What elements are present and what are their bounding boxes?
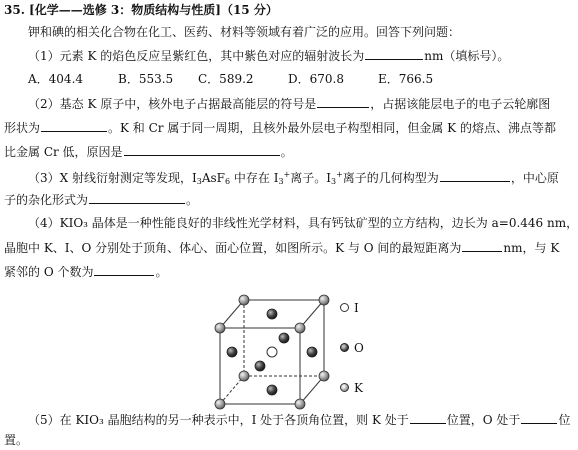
q2-blank-2[interactable] xyxy=(41,119,107,132)
k-atom-icon xyxy=(340,383,349,392)
q2-line2-text-a: 形状为 xyxy=(4,121,41,135)
q4-line-1: （4）KIO₃ 晶体是一种性能良好的非线性光学材料，具有钙钛矿型的立方结构，边长为 a=0.446 nm， xyxy=(28,216,578,230)
cell-edge xyxy=(220,300,244,328)
q3-line2-text-a: 子的杂化形式为 xyxy=(4,193,89,207)
q2-line-3 xyxy=(4,143,293,160)
o-atom-icon xyxy=(340,343,349,352)
o-atom xyxy=(267,385,277,395)
q2-line3-text-a: 比金属 Cr 低，原因是 xyxy=(4,145,123,159)
q2-line1-text-b: ，占据该能层电子的电子云轮廓图 xyxy=(370,97,551,111)
q4-line3-text-b: 。 xyxy=(155,265,168,279)
q5-text-a: （5）在 KIO₃ 晶胞结构的另一种表示中，I 处于各顶角位置，则 K 处于 xyxy=(28,413,409,427)
q2-blank-1[interactable] xyxy=(317,95,369,108)
k-atom xyxy=(239,371,249,381)
q4-line2-text-b: nm，与 K xyxy=(503,241,560,255)
q1-blank[interactable] xyxy=(365,47,423,60)
q3-text-e: 离子的几何构型为 xyxy=(342,171,439,185)
q5-line-1 xyxy=(28,411,570,428)
q2-line1-text-a: （2）基态 K 原子中，核外电子占据最高能层的符号是 xyxy=(28,97,317,111)
q2-line-1 xyxy=(28,95,550,112)
q2-blank-3[interactable] xyxy=(124,143,280,156)
legend-label-i: I xyxy=(354,301,359,315)
q3-sup-3: + xyxy=(283,170,291,179)
k-atom xyxy=(239,295,249,305)
q3-text-d: 离子。I xyxy=(290,171,331,185)
q5-text-b: 位置，O 处于 xyxy=(446,413,521,427)
cell-edge xyxy=(300,300,324,328)
q3-line-1 xyxy=(28,167,559,190)
q4-blank-1[interactable] xyxy=(462,239,502,252)
cell-edge xyxy=(300,376,324,404)
o-atom xyxy=(255,361,265,371)
i-atom xyxy=(267,347,277,357)
k-atom xyxy=(215,399,225,409)
q5-line-2: 置。 xyxy=(4,433,29,447)
o-atom xyxy=(307,347,317,357)
q4-line-3 xyxy=(4,263,167,280)
q3-text-c: 中存在 I xyxy=(230,171,279,185)
q4-line2-text-a: 晶胞中 K、I、O 分别处于顶角、体心、面心位置，如图所示。K 与 O 间的最短距离为 xyxy=(4,241,462,255)
legend-label-o: O xyxy=(354,341,364,355)
q3-sub-1: 3 xyxy=(196,177,202,186)
q1-option-b: B．553.5 xyxy=(118,72,174,86)
q5-text-c: 位 xyxy=(558,413,571,427)
q1-option-e: E．766.5 xyxy=(378,72,434,86)
k-atom xyxy=(319,371,329,381)
q2-line3-text-b: 。 xyxy=(280,145,293,159)
q3-text-b: AsF xyxy=(201,171,225,185)
q3-sub-3: 3 xyxy=(278,177,284,186)
o-atom xyxy=(267,309,277,319)
k-atom xyxy=(319,295,329,305)
q1-option-d: D．670.8 xyxy=(288,72,344,86)
q3-text-f: ，中心原 xyxy=(510,171,559,185)
q2-line2-text-b: 。K 和 Cr 属于同一周期，且核外最外层电子构型相同，但金属 K 的熔点、沸点等都 xyxy=(108,121,556,135)
o-atom xyxy=(279,333,289,343)
q3-text-a: （3）X 射线衍射测定等发现，I xyxy=(28,171,197,185)
legend-label-k: K xyxy=(354,381,363,395)
diagram-legend xyxy=(340,301,400,395)
k-atom xyxy=(295,399,305,409)
k-atom xyxy=(295,323,305,333)
q3-line2-text-b: 。 xyxy=(186,193,199,207)
k-atom xyxy=(215,323,225,333)
o-atom xyxy=(227,347,237,357)
q4-blank-2[interactable] xyxy=(94,263,154,276)
question-header: 35. [化学——选修 3：物质结构与性质]（15 分） xyxy=(4,3,278,17)
q3-sup-4: + xyxy=(336,170,343,179)
q4-line3-text-a: 紧邻的 O 个数为 xyxy=(4,265,94,279)
q5-blank-1[interactable] xyxy=(410,411,446,424)
q3-sub-2: 6 xyxy=(224,177,231,186)
q5-blank-2[interactable] xyxy=(521,411,557,424)
question-intro: 钾和碘的相关化合物在化工、医药、材料等领域有着广泛的应用。回答下列问题： xyxy=(28,25,461,39)
q2-line-2 xyxy=(4,119,556,136)
q1-option-a: A．404.4 xyxy=(28,72,84,86)
q3-blank-2[interactable] xyxy=(89,191,185,204)
cell-edge-hidden xyxy=(220,376,244,404)
i-atom-icon xyxy=(340,303,349,312)
q1-option-c: C．589.2 xyxy=(198,72,254,86)
q1-after: nm（填标号）。 xyxy=(424,49,510,63)
q3-blank-1[interactable] xyxy=(440,169,510,182)
q3-sub-4: 3 xyxy=(331,177,337,186)
q1-text: （1）元素 K 的焰色反应呈紫红色，其中紫色对应的辐射波长为 xyxy=(28,49,365,63)
q3-line-2 xyxy=(4,191,198,208)
q4-line-2 xyxy=(4,239,559,256)
q1-line xyxy=(28,47,509,64)
